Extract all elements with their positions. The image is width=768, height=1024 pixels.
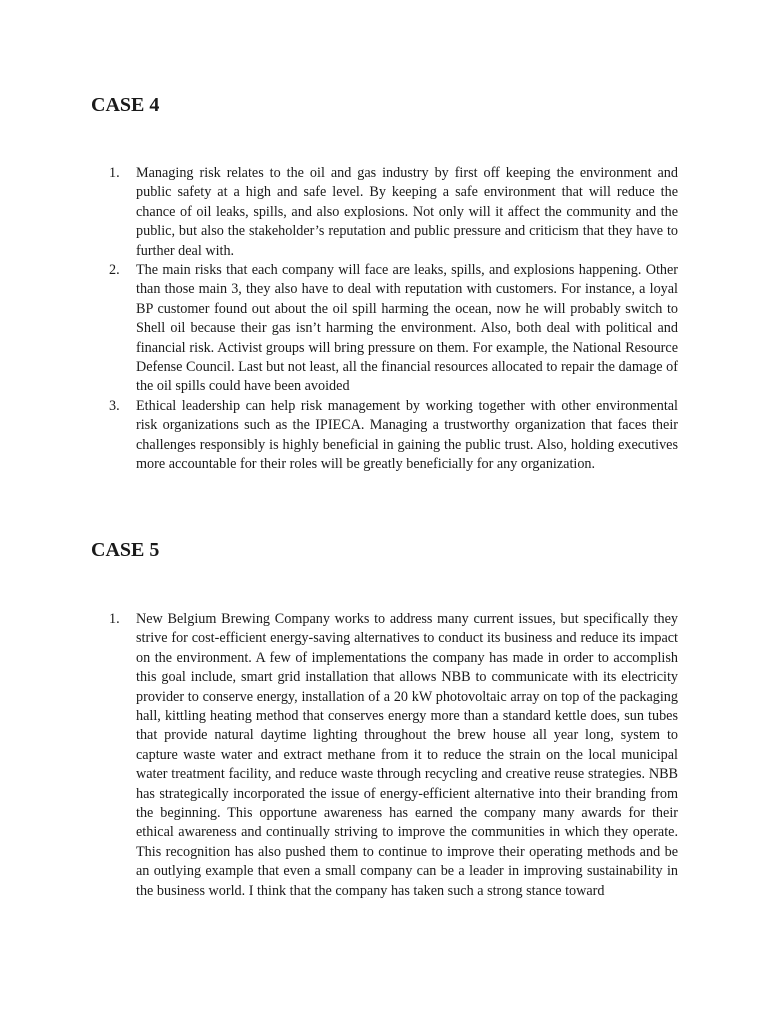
case-4-list	[109, 164, 678, 475]
case-4-item-2	[109, 261, 678, 397]
list-item-text: Managing risk relates to the oil and gas industry by first off keeping the environment and public safety at a high and safe level. By keeping a safe environment that will reduce the chance of oil leaks, spills, and also explosions. Not only will it affect the community and the public, but also the stakeholder’s reputation and public pressure and criticism that they have to further deal with.	[136, 165, 678, 259]
list-number: 3.	[109, 397, 120, 414]
case-5-item-1	[109, 610, 678, 901]
case-5-heading: CASE 5	[91, 539, 160, 561]
case-4-item-1	[109, 164, 678, 261]
list-item-text: The main risks that each company will face are leaks, spills, and explosions happening. Other than those main 3, they also have to deal with reputation with customers. For instance, a loyal BP customer found out about the oil spill harming the ocean, now he will probably switch to Shell oil because their gas isn’t harming the environment. Also, both deal with political and financial risk. Activist groups will bring pressure on them. For example, the National Resource Defense Council. Last but not least, all the financial resources allocated to repair the damage of the oil spills could have been avoided	[136, 262, 678, 395]
list-number: 1.	[109, 165, 120, 181]
case-5-list	[109, 610, 678, 901]
list-item-text: Ethical leadership can help risk management by working together with other environmental risk organizations such as the IPIECA. Managing a trustworthy organization that faces their challenges responsibly is highly beneficial in gaining the public trust. Also, holding executives more accountable for their roles will be greatly beneficially for any organization.	[136, 397, 678, 473]
list-number: 1.	[109, 611, 120, 627]
list-number: 2.	[109, 262, 120, 279]
list-item-text: New Belgium Brewing Company works to address many current issues, but specifically they strive for cost-efficient energy-saving alternatives to conduct its business and reduce its impact on the environment. A few of implementations the company has made in order to accomplish this goal include, smart grid installation that allows NBB to communicate with its electricity provider to conserve energy, installation of a 20 kW photovoltaic array on top of the packaging hall, kittling heating method that conserves energy more than a standard kettle does, sun tubes that provide natural daytime lighting throughout the brew house all year long, system to capture waste water and extract methane from it to reduce the strain on the local municipal water treatment facility, and reduce waste through recycling and creative reuse strategies. NBB has strategically incorporated the issue of energy-efficient alternative into their branding from the beginning. This opportune awareness has earned the company many awards for their ethical awareness and continually striving to improve the communities in which they operate. This recognition has also pushed them to continue to improve their operating methods and be an outlying example that even a small company can be a leader in improving sustainability in the business world. I think that the company has taken such a strong stance toward	[136, 611, 678, 899]
case-4-heading: CASE 4	[91, 94, 160, 116]
case-4-item-3	[109, 397, 678, 475]
